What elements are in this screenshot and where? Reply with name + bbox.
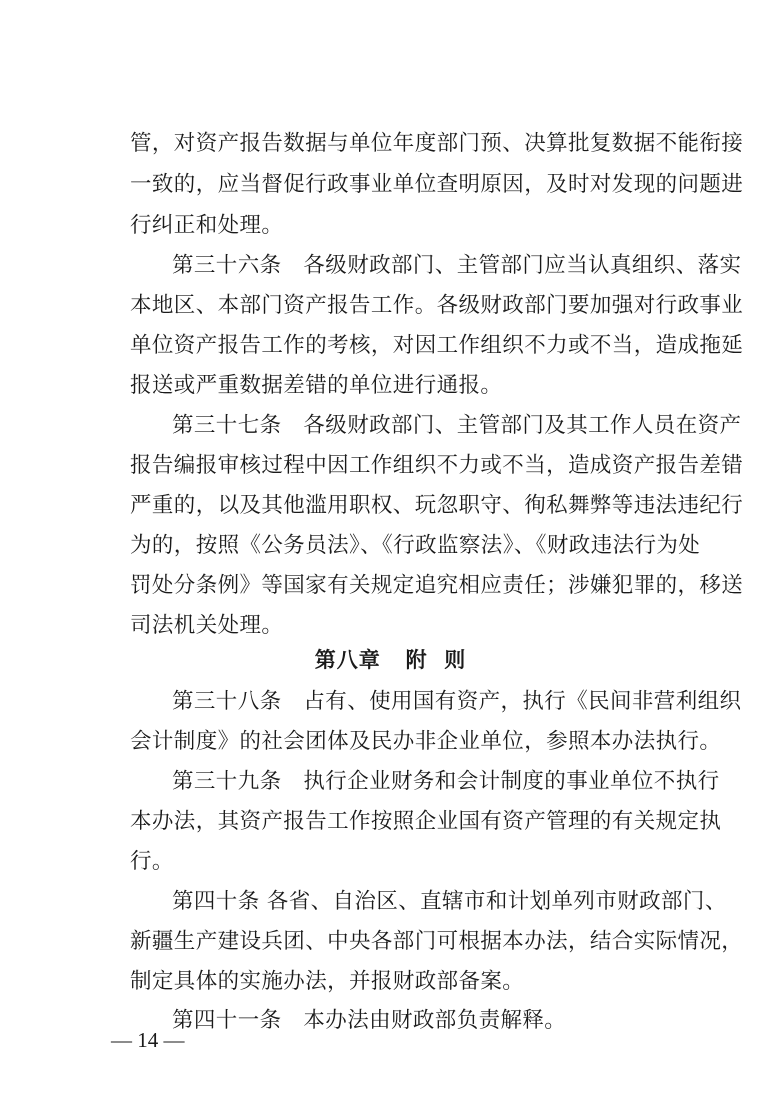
article-38-line: 第三十八条 占有、使用国有资产，执行《民间非营利组织 [172, 689, 742, 714]
text-line: 行纠正和处理。 [130, 213, 284, 238]
text-line: 新疆生产建设兵团、中央各部门可根据本办法，结合实际情况， [130, 929, 744, 954]
text-line: 报告编报审核过程中因工作组织不力或不当，造成资产报告差错 [130, 453, 744, 478]
article-36-line: 第三十六条 各级财政部门、主管部门应当认真组织、落实 [172, 253, 742, 278]
text-line: 司法机关处理。 [130, 613, 284, 638]
text-line: 为的，按照《公务员法》、《行政监察法》、《财政违法行为处 [130, 533, 701, 558]
text-line: 本办法，其资产报告工作按照企业国有资产管理的有关规定执 [130, 809, 722, 834]
chapter-heading: 第八章 附 则 [314, 648, 467, 672]
article-37-line: 第三十七条 各级财政部门、主管部门及其工作人员在资产 [172, 413, 742, 438]
text-line: 本地区、本部门资产报告工作。各级财政部门要加强对行政事业 [130, 293, 744, 318]
page-number: — 14 — [111, 1028, 185, 1052]
article-41-line: 第四十一条 本办法由财政部负责解释。 [172, 1008, 567, 1033]
text-line: 管，对资产报告数据与单位年度部门预、决算批复数据不能衔接 [130, 131, 744, 156]
text-line: 会计制度》的社会团体及民办非企业单位，参照本办法执行。 [130, 729, 722, 754]
text-line: 罚处分条例》等国家有关规定追究相应责任；涉嫌犯罪的，移送 [130, 573, 744, 598]
text-line: 单位资产报告工作的考核，对因工作组织不力或不当，造成拖延 [130, 333, 744, 358]
article-39-line: 第三十九条 执行企业财务和会计制度的事业单位不执行 [172, 769, 720, 794]
text-line: 严重的，以及其他滥用职权、玩忽职守、徇私舞弊等违法违纪行 [130, 493, 744, 518]
text-line: 报送或严重数据差错的单位进行通报。 [130, 373, 503, 398]
article-40-line: 第四十条 各省、自治区、直辖市和计划单列市财政部门、 [172, 889, 727, 914]
text-line: 行。 [130, 849, 174, 874]
text-line: 制定具体的实施办法，并报财政部备案。 [130, 969, 525, 994]
text-line: 一致的，应当督促行政事业单位查明原因，及时对发现的问题进 [130, 172, 744, 197]
